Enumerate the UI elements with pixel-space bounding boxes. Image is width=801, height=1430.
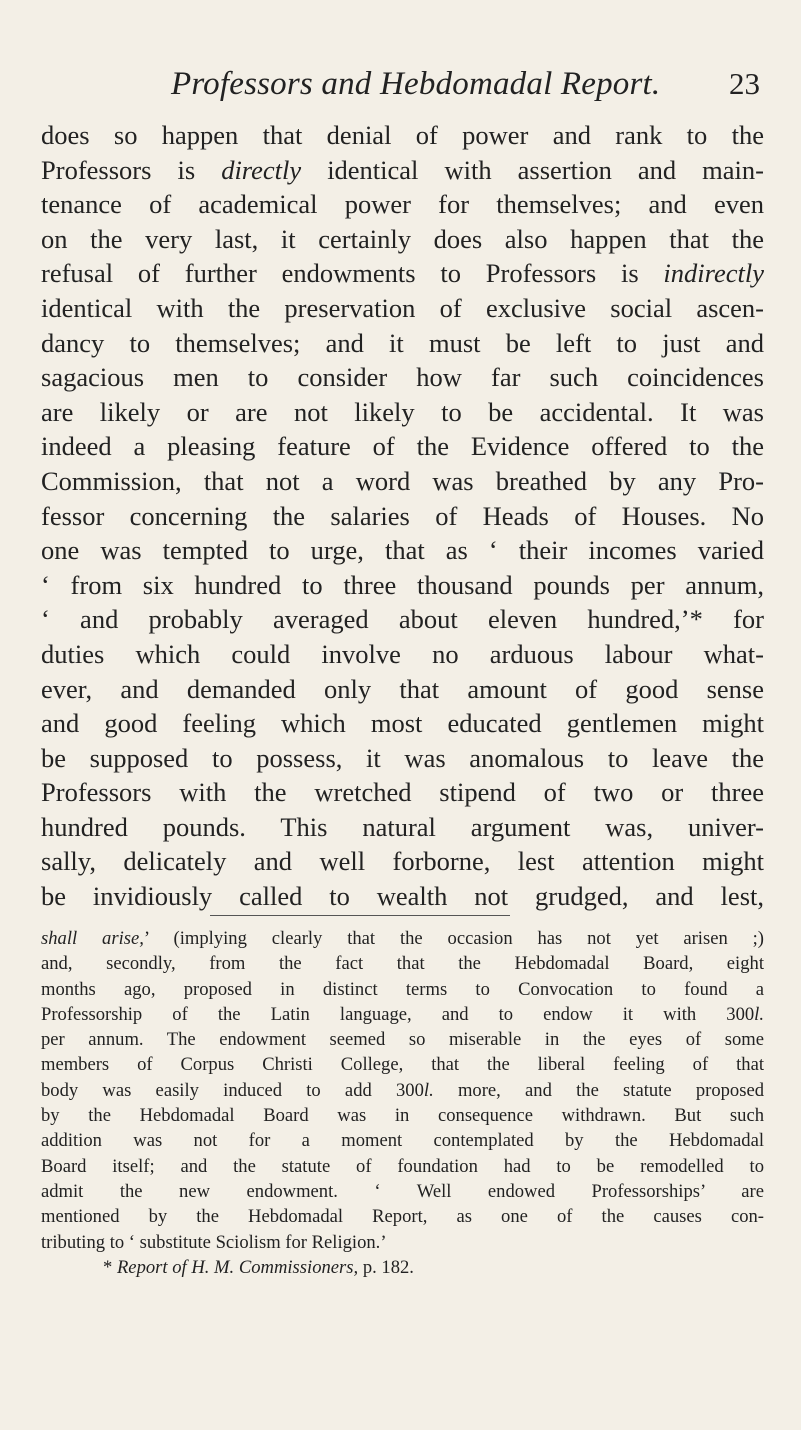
page-number: 23 <box>729 66 760 101</box>
body-line: Commission, that not a word was breathed by any Pro- <box>41 465 764 496</box>
body-line: identical with the preservation of exclusive social ascen- <box>41 292 764 323</box>
italic-text: l. <box>423 1079 434 1101</box>
footnote-line: per annum. The endowment seemed so miserable in the eyes of some <box>41 1029 764 1051</box>
italic-text: shall arise, <box>41 928 144 949</box>
body-text <box>41 118 764 914</box>
footnote-line: members of Corpus Christi College, that the liberal feeling of that <box>41 1054 764 1076</box>
body-line: dancy to themselves; and it must be left to just and <box>41 327 764 358</box>
body-line: ever, and demanded only that amount of good sense <box>41 673 764 704</box>
footnote-line: by the Hebdomadal Board was in consequence withdrawn. But such <box>41 1105 764 1127</box>
footnote-line: addition was not for a moment contemplated by the Hebdomadal <box>41 1130 764 1152</box>
body-line: are likely or are not likely to be accidental. It was <box>41 396 764 427</box>
footnote-line: tributing to ‘ substitute Sciolism for Religion.’ <box>41 1231 387 1253</box>
body-line: tenance of academical power for themselves; and even <box>41 189 764 220</box>
footnote-divider <box>210 915 510 916</box>
footnote-lines <box>41 926 764 1255</box>
footnote-line: Professorship of the Latin language, and to endow it with 300l. <box>41 1003 764 1025</box>
footnote <box>41 926 764 1280</box>
body-line: sagacious men to consider how far such coincidences <box>41 362 764 393</box>
footnote-line: Board itself; and the statute of foundation had to be remodelled to <box>41 1155 764 1177</box>
body-line: on the very last, it certainly does also happen that the <box>41 223 764 254</box>
body-line: ‘ from six hundred to three thousand pounds per annum, <box>41 569 764 600</box>
running-head: Professors and Hebdomadal Report. <box>171 66 661 102</box>
body-line: be invidiously called to wealth not grudged, and lest, <box>41 881 764 912</box>
body-line: duties which could involve no arduous labour what- <box>41 638 764 669</box>
body-line: sally, delicately and well forborne, lest attention might <box>41 846 764 877</box>
body-line: be supposed to possess, it was anomalous to leave the <box>41 742 764 773</box>
italic-text: l. <box>754 1003 764 1025</box>
body-line: refusal of further endowments to Professors is indirectly <box>41 258 764 289</box>
footnote-reference-title: Report of H. M. Commissioners, <box>116 1256 359 1278</box>
footnote-reference-page: p. 182. <box>362 1256 414 1278</box>
page-header <box>41 66 764 108</box>
footnote-reference <box>41 1255 764 1280</box>
body-line: Professors with the wretched stipend of two or three <box>41 777 764 808</box>
body-line: and good feeling which most educated gentlemen might <box>41 708 764 739</box>
footnote-line: and, secondly, from the fact that the Hebdomadal Board, eight <box>41 953 764 975</box>
body-line: ‘ and probably averaged about eleven hundred,’* for <box>41 604 764 635</box>
italic-text: indirectly <box>663 258 764 289</box>
footnote-line: months ago, proposed in distinct terms to Convocation to found a <box>41 978 764 1000</box>
footnote-marker: * <box>103 1256 113 1278</box>
italic-text: directly <box>221 154 302 185</box>
body-line: does so happen that denial of power and rank to the <box>41 120 764 150</box>
body-line: Professors is directly identical with assertion and main- <box>41 154 764 185</box>
footnote-line: admit the new endowment. ‘ Well endowed Professorships’ are <box>41 1180 764 1202</box>
body-line: hundred pounds. This natural argument was, univer- <box>41 811 764 842</box>
body-line: fessor concerning the salaries of Heads of Houses. No <box>41 500 764 531</box>
body-line: one was tempted to urge, that as ‘ their incomes varied <box>41 535 764 566</box>
footnote-line: mentioned by the Hebdomadal Report, as one of the causes con- <box>41 1206 764 1228</box>
footnote-line: body was easily induced to add 300l. more, and the statute proposed <box>41 1079 764 1101</box>
body-line: indeed a pleasing feature of the Evidence offered to the <box>41 431 764 462</box>
footnote-line: shall arise,’ (implying clearly that the occasion has not yet arisen ;) <box>41 928 764 949</box>
